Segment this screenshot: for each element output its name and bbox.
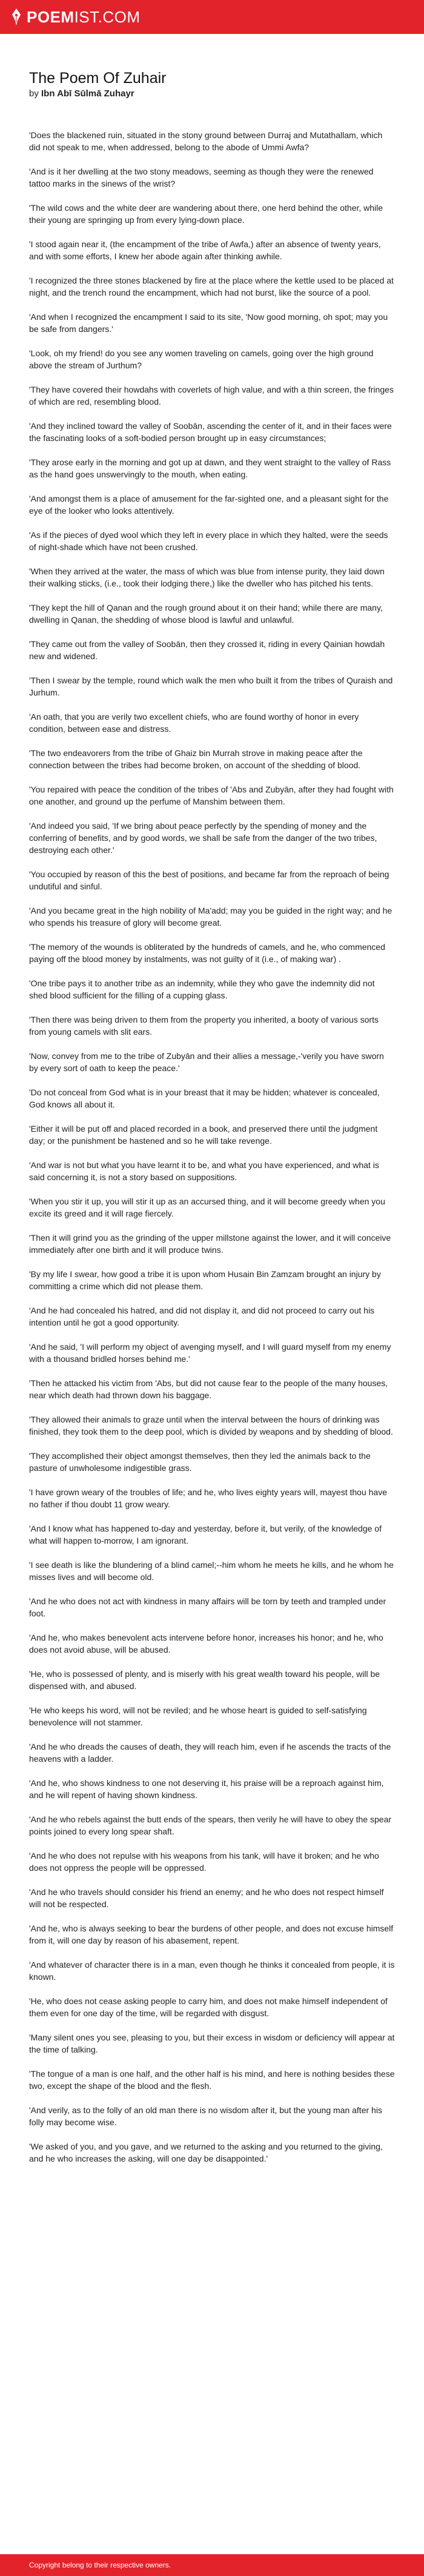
poem-verse: 'An oath, that you are verily two excellent chiefs, who are found worthy of honor in every condition, between ease and distress. [29, 712, 359, 734]
poem-verse: 'And verily, as to the folly of an old man there is no wisdom after it, but the young man after his folly may become wise. [29, 2105, 382, 2127]
poem-verse: 'They accomplished their object amongst themselves, then they led the animals back to the pasture of unwholesome indigestible grass. [29, 1451, 371, 1473]
poem-verse: 'And whatever of character there is in a man, even though he thinks it concealed from people, it is known. [29, 1960, 395, 1982]
poem-verse: 'By my life I swear, how good a tribe it is upon whom Husain Bin Zamzam brought an injury by committing a crime which did not please them. [29, 1269, 381, 1291]
poem-body [29, 129, 395, 2165]
poem-verse: 'And when I recognized the encampment I said to its site, 'Now good morning, oh spot; may you be safe from dangers.' [29, 312, 388, 334]
poem-verse: 'You occupied by reason of this the best of positions, and became far from the reproach of being undutiful and sinful. [29, 869, 389, 891]
poem-verse: 'And he, who makes benevolent acts intervene before honor, increases his honor; and he, who does not avoid abuse, will be abused. [29, 1633, 383, 1655]
page-title: The Poem Of Zuhair [29, 70, 167, 87]
poem-verse: 'And he who dreads the causes of death, they will reach him, even if he ascends the tracts of the heavens with a ladder. [29, 1742, 391, 1764]
poem-verse: 'I have grown weary of the troubles of life; and he, who lives eighty years will, mayest thou have no father if thou doubt 11 grow weary. [29, 1487, 387, 1509]
poem-verse: 'And he who travels should consider his friend an enemy; and he who does not respect himself will not be respected. [29, 1887, 384, 1909]
poem-verse: 'I recognized the three stones blackened by fire at the place where the kettle used to be placed at night, and the trench round the encampment, which had not burst, like the source of a pool. [29, 276, 394, 297]
poem-verse: 'Then he attacked his victim from 'Abs, but did not cause fear to the people of the many houses, near which death had thrown down his baggage. [29, 1378, 388, 1400]
poem-verse: 'We asked of you, and you gave, and we returned to the asking and you returned to the giving, and he who increases the asking, will one day be disappointed.' [29, 2142, 383, 2163]
poem-verse: 'The tongue of a man is one half, and the other half is his mind, and here is nothing besides these two, except the shape of the blood and the flesh. [29, 2069, 395, 2091]
poem-content [0, 34, 424, 2165]
poem-verse: 'As if the pieces of dyed wool which they left in every place in which they halted, were the seeds of night-shade which have not been crushed. [29, 530, 388, 552]
poem-verse: 'You repaired with peace the condition of the tribes of 'Abs and Zubyān, after they had fought with one another, and ground up the perfume of Manshim between them. [29, 785, 394, 806]
poem-verse: 'Does the blackened ruin, situated in the stony ground between Durraj and Mutathallam, which did not speak to me, when addressed, belong to the abode of Ummi Awfa? [29, 130, 383, 152]
poem-verse: 'And is it her dwelling at the two stony meadows, seeming as though they were the renewed tattoo marks in the sinews of the wrist? [29, 167, 374, 188]
poem-verse: 'They kept the hill of Qanan and the rough ground about it on their hand; while there are many, dwelling in Qanan, the shedding of whose blood is lawful and unlawful. [29, 603, 383, 625]
poem-verse: 'When they arrived at the water, the mass of which was blue from intense purity, they laid down their walking sticks, (i.e., took their lodging there,) like the dweller who has pitched his tents. [29, 566, 385, 588]
poem-verse: 'And he said, 'I will perform my object of avenging myself, and I will guard myself from my enemy with a thousand bridled horses behind me.' [29, 1342, 391, 1364]
site-logo-light: IST.COM [74, 8, 141, 26]
page-footer [0, 2554, 424, 2576]
poem-verse: 'Then I swear by the temple, round which walk the men who built it from the tribes of Quraish and Jurhum. [29, 676, 393, 697]
poem-verse: 'Then there was being driven to them from the property you inherited, a booty of various sorts from young camels with slit ears. [29, 1015, 379, 1037]
poem-verse: 'Do not conceal from God what is in your breast that it may be hidden; whatever is concealed, God knows all about it. [29, 1087, 380, 1109]
pen-nib-icon [11, 8, 22, 26]
poem-verse: 'And he who does not repulse with his weapons from his tank, will have it broken; and he who does not oppress the people will be oppressed. [29, 1851, 379, 1873]
poem-verse: 'They allowed their animals to graze until when the interval between the hours of drinking was finished, they took them to the deep pool, which is divided by weapons and by shedding of blood. [29, 1415, 393, 1436]
top-bar [0, 0, 424, 34]
poem-verse: 'Either it will be put off and placed recorded in a book, and preserved there until the judgment day; or the punishment be hastened and so he will take revenge. [29, 1124, 378, 1146]
poem-verse: 'And they inclined toward the valley of Soobān, ascending the center of it, and in their faces were the fascinating looks of a soft-bodied person brought up in easy circumstances; [29, 421, 392, 443]
poem-verse: 'He, who is possessed of plenty, and is miserly with his great wealth toward his people, will be dispensed with, and abused. [29, 1669, 380, 1691]
poem-verse: 'Look, oh my friend! do you see any women traveling on camels, going over the high ground above the stream of Jurthum? [29, 348, 374, 370]
poem-verse: 'And indeed you said, 'If we bring about peace perfectly by the spending of money and the conferring of benefits, and by good words, we shall be safe from the danger of the two tribes, destroying each other.' [29, 821, 377, 855]
poem-byline [29, 88, 395, 99]
author-name[interactable]: Ibn Abī Sūlmā Zuhayr [41, 88, 134, 99]
poem-verse: 'And he, who is always seeking to bear the burdens of other people, and does not excuse himself from it, will one day by reason of his abasement, repent. [29, 1924, 394, 1945]
poem-verse: 'They have covered their howdahs with coverlets of high value, and with a thin screen, the fringes of which are red, resembling blood. [29, 385, 394, 407]
poem-verse: 'The wild cows and the white deer are wandering about there, one herd behind the other, while their young are springing up from every lying-down place. [29, 203, 383, 225]
poem-verse: 'Now, convey from me to the tribe of Zubyān and their allies a message,-'verily you have sworn by every sort of oath to keep the peace.' [29, 1051, 384, 1073]
poem-verse: 'Many silent ones you see, pleasing to you, but their excess in wisdom or deficiency will appear at the time of talking. [29, 2033, 395, 2054]
poem-verse: 'The two endeavorers from the tribe of Ghaiz bin Murrah strove in making peace after the connection between the tribes had become broken, on account of the shedding of blood. [29, 748, 363, 770]
poem-verse: 'He, who does not cease asking people to carry him, and does not make himself independent of them even for one day of the time, will be regarded with disgust. [29, 1996, 388, 2018]
byline-label: by [29, 88, 39, 99]
poem-verse: 'And he who does not act with kindness in many affairs will be torn by teeth and trampled under foot. [29, 1596, 386, 1618]
poem-verse: 'When you stir it up, you will stir it up as an accursed thing, and it will become greedy when you excite its greed and it will rage fiercely. [29, 1197, 385, 1218]
poem-verse: 'And war is not but what you have learnt it to be, and what you have experienced, and what is said concerning it, is not a story based on suppositions. [29, 1160, 379, 1182]
poem-verse: 'Then it will grind you as the grinding of the upper millstone against the lower, and it will conceive immediately after one birth and it will produce twins. [29, 1233, 391, 1255]
poem-verse: 'I stood again near it, (the encampment of the tribe of Awfa,) after an absence of twenty years, and with some efforts, I knew her abode again after thinking awhile. [29, 239, 381, 261]
poem-verse: 'The memory of the wounds is obliterated by the hundreds of camels, and he, who commenced paying off the blood money by instalments, was not guilty of it (i.e., of making war) . [29, 942, 385, 964]
poem-verse: 'And you became great in the high nobility of Ma'add; may you be guided in the right way; and he who spends his treasure of glory will become great. [29, 906, 393, 928]
site-logo-bold: POEM [27, 8, 75, 26]
footer-copyright: Copyright belong to their respective owners. [29, 2561, 171, 2569]
poem-verse: 'They arose early in the morning and got up at dawn, and they went straight to the valley of Rass as the hand goes unswervingly to the mouth, when eating. [29, 457, 391, 479]
poem-verse: 'And he had concealed his hatred, and did not display it, and did not proceed to carry out his intention until he got a good opportunity. [29, 1306, 375, 1327]
poem-verse: 'He who keeps his word, will not be reviled; and he whose heart is guided to self-satisfying benevolence will not stammer. [29, 1705, 367, 1727]
site-logo-text [27, 9, 141, 25]
poem-verse: 'And he who rebels against the butt ends of the spears, then verily he will have to obey the spear points joined to every long spear shaft. [29, 1814, 392, 1836]
poem-verse: 'They came out from the valley of Soobān, then they crossed it, riding in every Qainian howdah new and widened. [29, 639, 385, 661]
poem-verse: 'I see death is like the blundering of a blind camel;--him whom he meets he kills, and he whom he misses lives and will become old. [29, 1560, 394, 1582]
poem-verse: 'And I know what has happened to-day and yesterday, before it, but verily, of the knowledge of what will happen to-morrow, I am ignorant. [29, 1524, 382, 1545]
poem-verse: 'And he, who shows kindness to one not deserving it, his praise will be a reproach against him, and he will repent of having shown kindness. [29, 1778, 384, 1800]
poem-verse: 'And amongst them is a place of amusement for the far-sighted one, and a pleasant sight for the eye of the looker who looks attentively. [29, 494, 389, 516]
site-logo[interactable] [11, 8, 141, 26]
poem-verse: 'One tribe pays it to another tribe as an indemnity, while they who gave the indemnity did not shed blood sufficient for the filling of a cupping glass. [29, 978, 375, 1000]
